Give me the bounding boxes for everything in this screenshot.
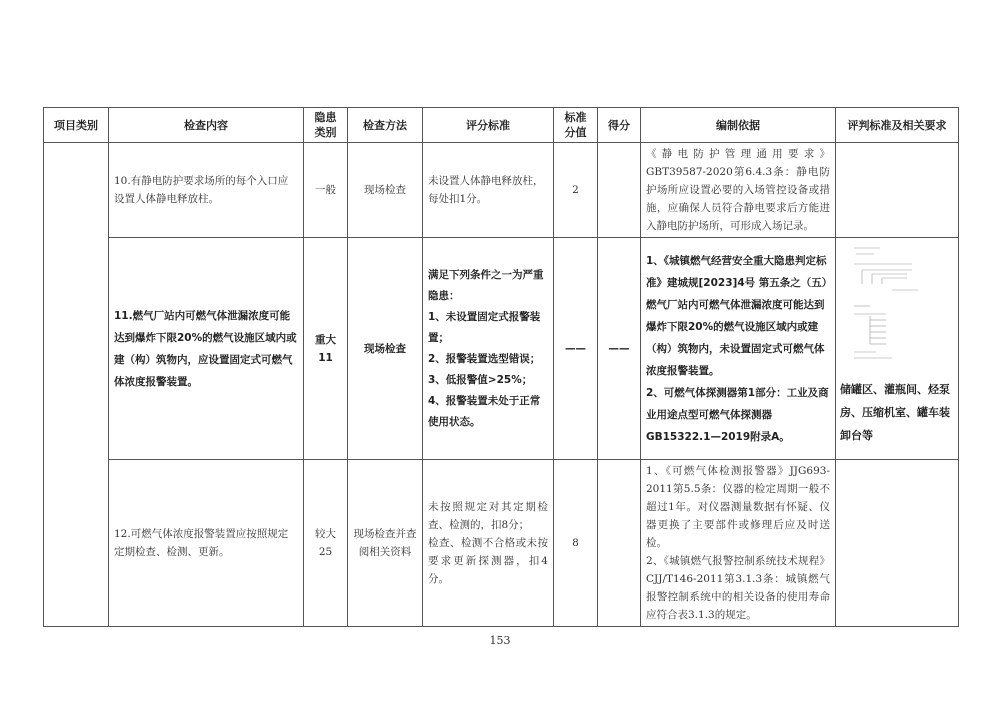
table-row [44,460,959,627]
hazard-cell: 重大11 [304,238,348,460]
header-basis: 编制依据 [641,108,836,143]
content-cell: 11.燃气厂站内可燃气体泄漏浓度可能达到爆炸下限20%的燃气设施区域内或建（构）筑物内，应设置固定式可燃气体浓度报警装置。 [109,238,304,460]
header-row [44,108,959,143]
criteria-cell: 未设置人体静电释放柱，每处扣1分。 [423,143,554,238]
page-number: 153 [489,634,511,647]
criteria-cell: 满足下列条件之一为严重隐患： 1、未设置固定式报警装置； 2、报警装置选型错误； 3、低报警值>25%； 4、报警装置未处于正常使用状态。 [423,238,554,460]
hazard-cell: 一般 [304,143,348,238]
header-got: 得分 [598,108,641,143]
content-cell: 12.可燃气体浓度报警装置应按照规定定期检查、检测、更新。 [109,460,304,627]
content-cell: 10.有静电防护要求场所的每个入口应设置人体静电释放柱。 [109,143,304,238]
category-cell [44,143,109,627]
method-cell: 现场检查并查 阅相关资料 [348,460,423,627]
table-row [44,143,959,238]
header-score: 标准 分值 [554,108,598,143]
method-cell: 现场检查 [348,143,423,238]
header-requirements: 评判标准及相关要求 [836,108,959,143]
inspection-table [43,107,959,627]
requirements-cell [836,460,959,627]
basis-cell: 1、《城镇燃气经营安全重大隐患判定标准》建城规[2023]4号 第五条之（五）燃气厂站内可燃气体泄漏浓度可能达到爆炸下限20%的燃气设施区域内或建（构）筑物内，未设置固定式可燃气体浓度报警装置。 2、可燃气体探测器第1部分：工业及商业用途点型可燃气体探测器GB15322.1—2019附录A。 [641,238,836,460]
method-cell: 现场检查 [348,238,423,460]
criteria-cell: 未按照规定对其定期检查、检测的，扣8分； 检查、检测不合格或未按要求更新探测器，扣4分。 [423,460,554,627]
basis-cell: 1、《可燃气体检测报警器》JJG693-2011第5.5条：仪器的检定周期一般不超过1年。对仪器测量数据有怀疑、仪器更换了主要部件或修理后应及时送检。 2、《城镇燃气报警控制系统技术规程》CJJ/T146-2011第3.1.3条：城镇燃气报警控制系统中的相关设备的使用寿命应符合表3.1.3的规定。 [641,460,836,627]
table-row [44,238,959,460]
header-criteria: 评分标准 [423,108,554,143]
got-cell [598,460,641,627]
score-cell: —— [554,238,598,460]
basis-cell: 《静电防护管理通用要求》GBT39587-2020第6.4.3条：静电防护场所应设置必要的入场管控设备或措施，应确保人员符合静电要求后方能进入静电防护场所，可形成入场记录。 [641,143,836,238]
detector-diagram-icon [852,244,952,364]
requirements-text: 储罐区、灌瓶间、烃泵房、压缩机室、罐车装卸台等 [840,383,950,442]
requirements-cell [836,143,959,238]
got-cell [598,143,641,238]
header-content: 检查内容 [109,108,304,143]
header-method: 检查方法 [348,108,423,143]
score-cell: 8 [554,460,598,627]
header-category: 项目类别 [44,108,109,143]
hazard-cell: 较大25 [304,460,348,627]
requirements-cell [836,238,959,460]
got-cell: —— [598,238,641,460]
score-cell: 2 [554,143,598,238]
header-hazard: 隐患 类别 [304,108,348,143]
